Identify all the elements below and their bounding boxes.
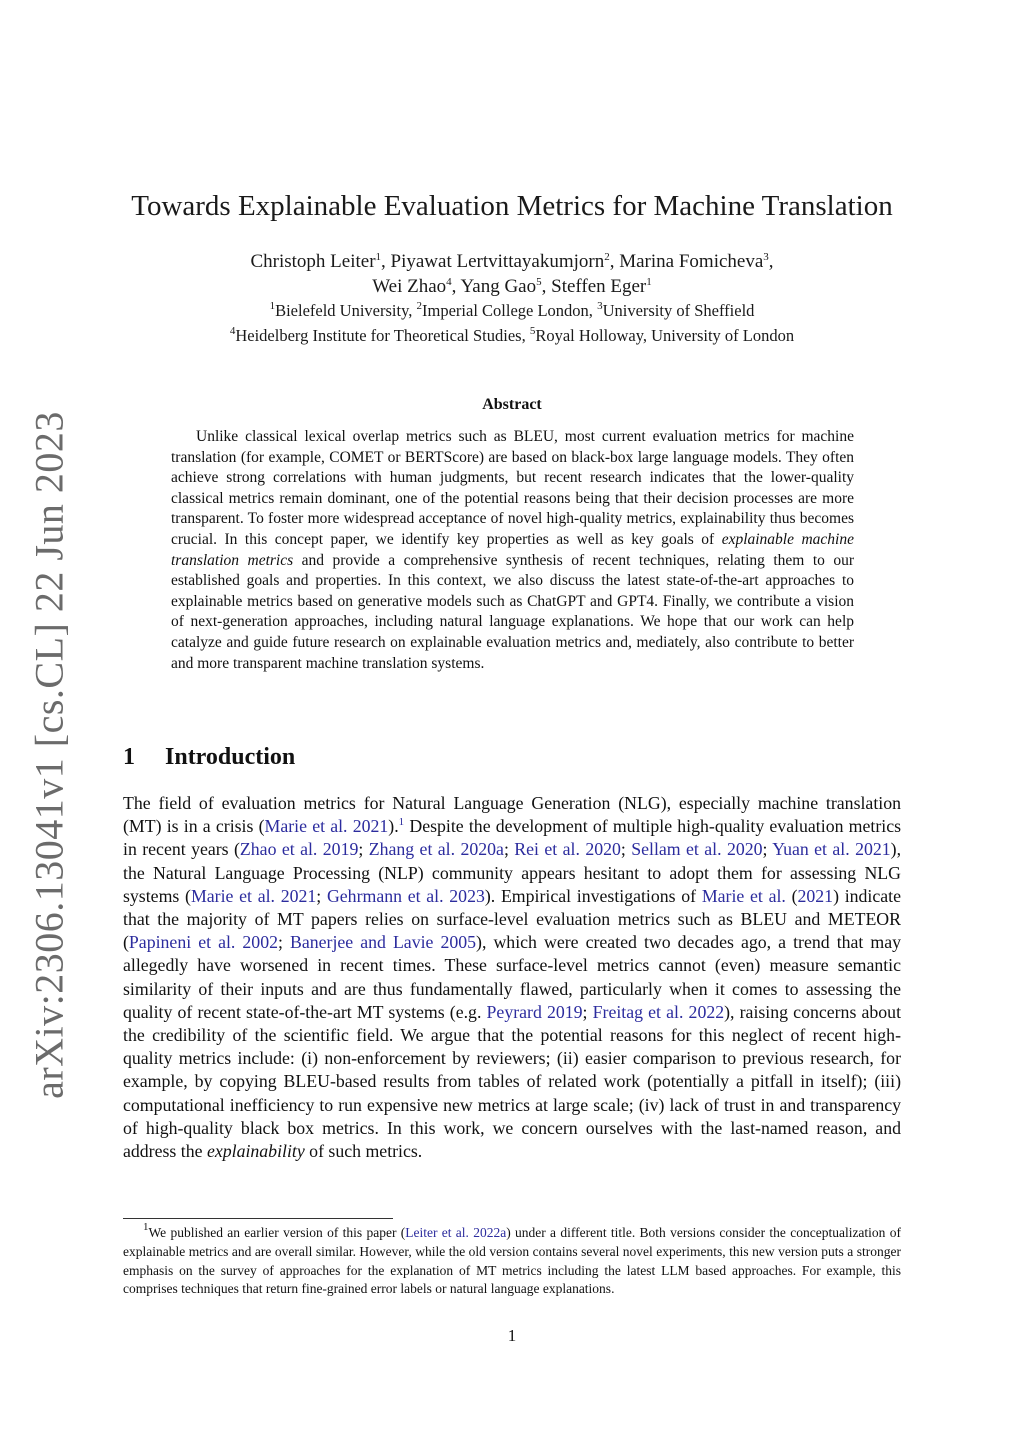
body-text: (: [785, 885, 798, 906]
citation-link[interactable]: Gehrmann et al. 2023: [326, 885, 485, 906]
author-affil-mark: 4: [446, 276, 452, 288]
citation-link[interactable]: Papineni et al. 2002: [128, 932, 278, 953]
body-text: ;: [503, 839, 515, 860]
affil-mark: 5: [529, 325, 536, 337]
body-emphasis: explainability: [206, 1141, 305, 1162]
author-name: Steffen Eger: [551, 276, 647, 297]
section-number: 1: [123, 744, 135, 770]
affiliation: Heidelberg Institute for Theoretical Studies,: [235, 326, 530, 345]
footnote: [123, 1221, 901, 1299]
affil-mark: 4: [229, 325, 236, 337]
affil-mark: 2: [416, 300, 423, 312]
author-affil-mark: 1: [375, 251, 382, 263]
body-text: ;: [582, 1001, 593, 1022]
body-text: ;: [358, 839, 369, 860]
footnote-number: 1: [143, 1221, 149, 1233]
affil-mark: 3: [597, 300, 603, 312]
affil-mark: 1: [269, 300, 276, 312]
body-text: ;: [620, 839, 632, 860]
citation-link[interactable]: Banerjee and Lavie 2005: [289, 932, 477, 953]
body-text: ), which were created two decades ago, a trend that may allegedly have worsened in recent times. These surface-level metrics cannot (even) measure semantic similarity of their inputs and are thus fundamentally flawed, particularly when it comes to assessing the quality of recent state-of-the-art MT systems (e.g.: [123, 932, 902, 1022]
page-number: 1: [507, 1326, 517, 1345]
abstract-body: [171, 427, 854, 674]
affiliation: Bielefeld University,: [275, 301, 417, 320]
authors-line-2: Wei Zhao$^4$, Yang Gao$^5$, Steffen Eger$^1$: [372, 276, 652, 297]
author-name: Christoph Leiter: [250, 251, 376, 272]
citation-link[interactable]: Sellam et al. 2020: [631, 839, 763, 860]
abstract-text: and provide a comprehensive synthesis of recent techniques, relating them to our established goals and properties. In this context, we also discuss the latest state-of-the-art approaches to explainable metrics based on generative models such as ChatGPT and GPT4. Finally, we contribute a vision of next-generation approaches, including natural language explanations. We hope that our work can help catalyze and guide future research on explainable evaluation metrics and, mediately, also contribute to better and more transparent machine translation systems.: [171, 551, 854, 672]
author-name: Yang Gao: [460, 276, 537, 297]
citation-link[interactable]: Zhang et al. 2020a: [368, 839, 504, 860]
section-title: Introduction: [165, 744, 296, 770]
footnote-rule: [123, 1218, 393, 1219]
citation-link[interactable]: Freitag et al. 2022: [592, 1001, 725, 1022]
arxiv-stamp-text: arXiv:2306.13041v1 [cs.CL] 22 Jun 2023: [26, 411, 72, 1099]
body-text: ;: [762, 839, 773, 860]
citation-link[interactable]: 2021: [797, 885, 834, 906]
citation-link[interactable]: Yuan et al. 2021: [772, 839, 891, 860]
author-name: Wei Zhao: [372, 276, 447, 297]
author-affil-mark: 1: [646, 276, 652, 288]
authors-line-1: Christoph Leiter$^1$, Piyawat Lertvittayakumjorn$^2$, Marina Fomicheva$^3$,: [250, 251, 774, 272]
body-text: ), raising concerns about the credibility of the scientific field. We argue that the potential reasons for this neglect of recent high-quality metrics include: (i) non-enforcement by reviewers; (ii) easier comparison to previous research, for example, by copying BLEU-based results from tables of related work (potentially a pitfall in itself); (iii) computational inefficiency to run expensive new metrics at large scale; (iv) lack of trust in and transparency of high-quality black box metrics. In this work, we concern ourselves with the last-named reason, and address the: [123, 1001, 902, 1162]
citation-link[interactable]: Peyrard 2019: [486, 1001, 583, 1022]
author-affil-mark: 5: [536, 276, 542, 288]
affiliations-line-2: [0, 326, 1024, 346]
body-text: ;: [316, 885, 327, 906]
author-name: Marina Fomicheva: [619, 251, 764, 272]
author-affil-mark: 3: [763, 251, 769, 263]
body-text: ).: [388, 816, 399, 837]
citation-link[interactable]: Zhao et al. 2019: [239, 839, 359, 860]
footnote-mark[interactable]: 1: [398, 816, 405, 829]
affiliation: Royal Holloway, University of London: [535, 326, 795, 345]
intro-paragraph: [123, 792, 901, 1163]
body-text: ), the Natural Language Processing (NLP) community appears hesitant to adopt them for assessing NLG systems (: [123, 839, 902, 906]
body-text: of such metrics.: [304, 1141, 423, 1162]
footnote-text: We published an earlier version of this paper (: [148, 1225, 406, 1240]
body-text: ). Empirical investigations of: [484, 885, 702, 906]
citation-link[interactable]: Marie et al.: [701, 885, 786, 906]
citation-link[interactable]: Marie et al. 2021: [190, 885, 317, 906]
body-text: The field of evaluation metrics for Natural Language Generation (NLG), especially machine translation (MT) is in a crisis (: [123, 793, 901, 837]
abstract-heading: Abstract: [482, 396, 542, 413]
paper-title: Towards Explainable Evaluation Metrics for Machine Translation: [131, 190, 893, 222]
author-name: Piyawat Lertvittayakumjorn: [390, 251, 605, 272]
citation-link[interactable]: Rei et al. 2020: [514, 839, 621, 860]
abstract-emphasis: explainable machine translation metrics: [171, 530, 854, 569]
section-heading: [123, 744, 295, 771]
affiliation: Imperial College London,: [422, 301, 598, 320]
body-text: ;: [277, 932, 290, 953]
footnote-text: ) under a different title. Both versions consider the conceptualization of explainable metrics and are overall similar. However, while the old version contains several novel experiments, this new version puts a stronger emphasis on the survey of approaches for the explanation of MT metrics including the latest LLM based approaches. For example, this comprises techniques that return fine-grained error labels or natural language explanations.: [123, 1225, 901, 1297]
citation-link[interactable]: Marie et al. 2021: [264, 816, 389, 837]
body-text: ) indicate that the majority of MT papers relies on surface-level evaluation metrics such as BLEU and METEOR (: [123, 885, 901, 953]
abstract-text: Unlike classical lexical overlap metrics such as BLEU, most current evaluation metrics for machine translation (for example, COMET or BERTScore) are based on black-box large language models. They often achieve strong correlations with human judgments, but recent research indicates that the lower-quality classical metrics remain dominant, one of the potential reasons being that their decision processes are more transparent. To foster more widespread acceptance of novel high-quality metrics, explainability thus becomes crucial. In this concept paper, we identify key properties as well as key goals of: [171, 428, 854, 548]
affiliations-line-1: [0, 301, 1024, 321]
arxiv-stamp: [24, 411, 74, 1099]
citation-link[interactable]: Leiter et al. 2022a: [405, 1225, 507, 1240]
affiliation: University of Sheffield: [602, 301, 755, 320]
author-affil-mark: 2: [604, 251, 610, 263]
body-text: Despite the development of multiple high-quality evaluation metrics in recent years (: [123, 816, 902, 860]
